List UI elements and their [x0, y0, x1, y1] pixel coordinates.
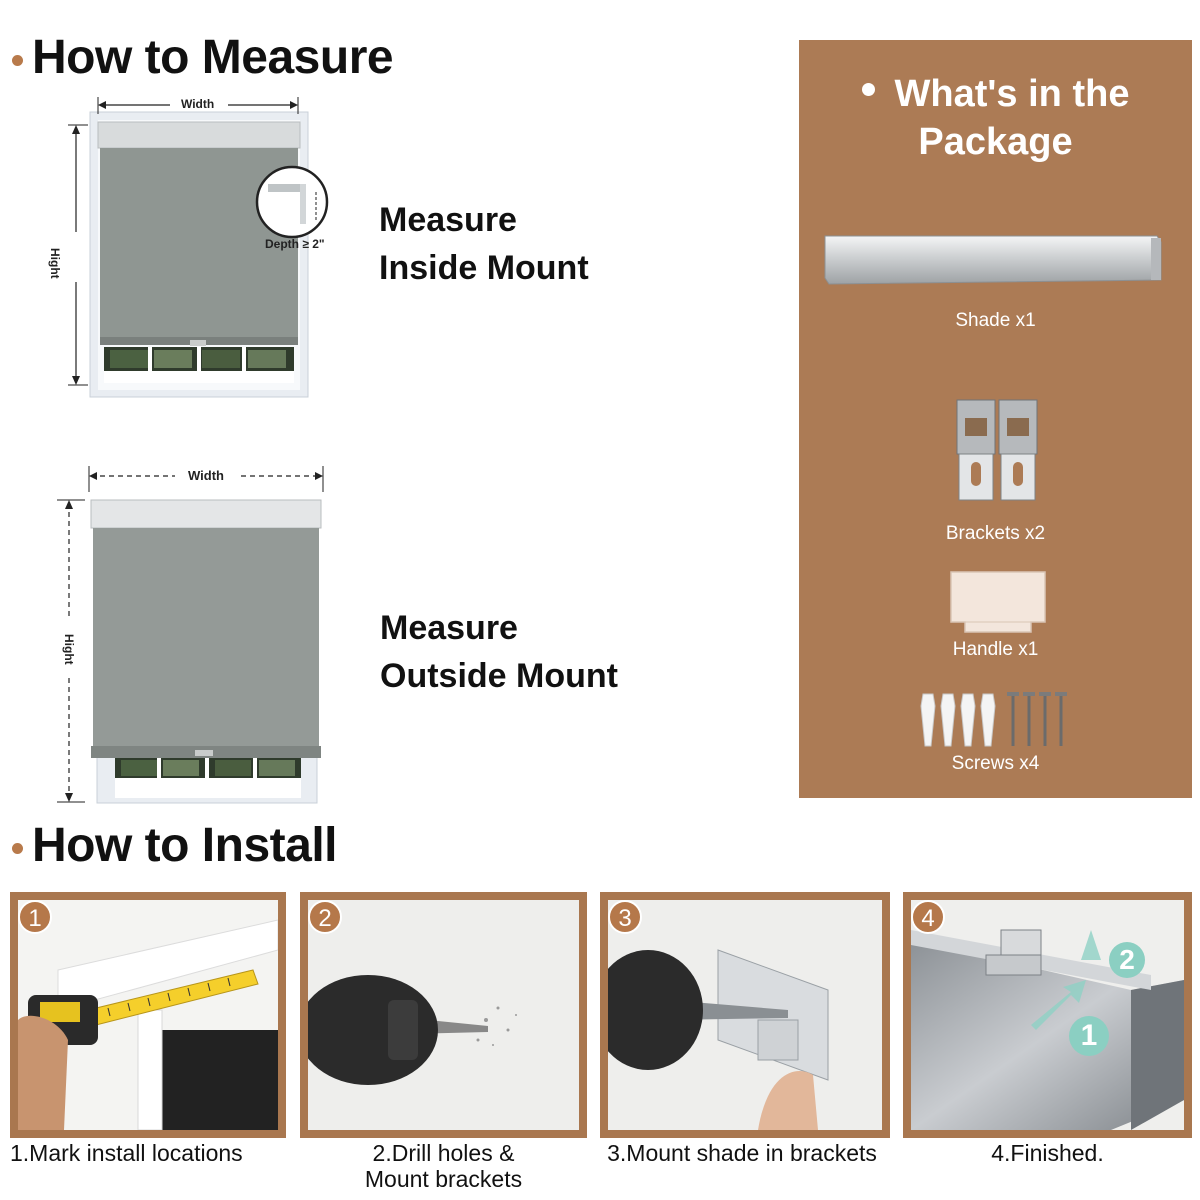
- inside-width-label: Width: [181, 97, 215, 111]
- step-number-badge: 4: [911, 900, 945, 934]
- install-step-1: [10, 892, 286, 1138]
- shade-rail-icon: [821, 232, 1167, 292]
- step-2-caption-line2: Mount brackets: [364, 1166, 523, 1192]
- tape-measure-photo: [18, 900, 278, 1130]
- measure-title: How to Measure: [32, 31, 394, 84]
- inside-mount-line1: Measure: [379, 201, 517, 239]
- install-step-3: [600, 892, 890, 1138]
- package-panel: [799, 40, 1192, 798]
- step-1-caption: 1.Mark install locations: [10, 1140, 243, 1166]
- outside-mount-label: [380, 604, 618, 700]
- step-2-caption: [300, 1140, 587, 1192]
- package-title: [799, 70, 1192, 166]
- handle-icon: [945, 566, 1051, 636]
- measure-heading: [12, 30, 393, 85]
- step-2-caption-line1: 2.Drill holes &: [372, 1140, 515, 1166]
- arrow-1-badge: 1: [1069, 1016, 1109, 1056]
- bullet-icon: [862, 83, 875, 96]
- package-item-label: Brackets x2: [945, 523, 1046, 544]
- bullet-icon: [12, 55, 23, 66]
- outside-mount-line2: Outside Mount: [380, 657, 618, 695]
- package-title-line1: What's in the: [894, 73, 1130, 115]
- outside-mount-line1: Measure: [380, 609, 518, 647]
- screws-icon: [917, 690, 1073, 750]
- package-item-label: Screws x4: [951, 753, 1040, 774]
- step-3-caption: 3.Mount shade in brackets: [607, 1140, 877, 1166]
- install-title: How to Install: [32, 819, 337, 872]
- inside-mount-label: [379, 196, 589, 292]
- outside-width-label: Width: [188, 468, 224, 483]
- install-heading: [12, 818, 337, 873]
- finished-rail-photo: [911, 900, 1184, 1130]
- outside-mount-diagram: [55, 460, 330, 805]
- inside-mount-line2: Inside Mount: [379, 249, 589, 287]
- package-title-line2: Package: [918, 121, 1073, 163]
- inside-height-label: Hight: [48, 248, 62, 279]
- depth-label: Depth ≥ 2": [265, 237, 325, 251]
- install-step-2: [300, 892, 587, 1138]
- drill-photo: [308, 900, 579, 1130]
- package-item-label: Handle x1: [952, 639, 1039, 660]
- arrow-2-badge: 2: [1109, 942, 1145, 978]
- package-item-label: Shade x1: [955, 310, 1036, 331]
- install-step-4: [903, 892, 1192, 1138]
- bracket-icon: [951, 396, 1043, 506]
- bullet-icon: [12, 843, 23, 854]
- step-number-badge: 1: [18, 900, 52, 934]
- step-number-badge: 2: [308, 900, 342, 934]
- step-4-caption: 4.Finished.: [991, 1140, 1104, 1166]
- outside-height-label: Hight: [62, 634, 76, 665]
- step-number-badge: 3: [608, 900, 642, 934]
- mount-bracket-photo: [608, 900, 882, 1130]
